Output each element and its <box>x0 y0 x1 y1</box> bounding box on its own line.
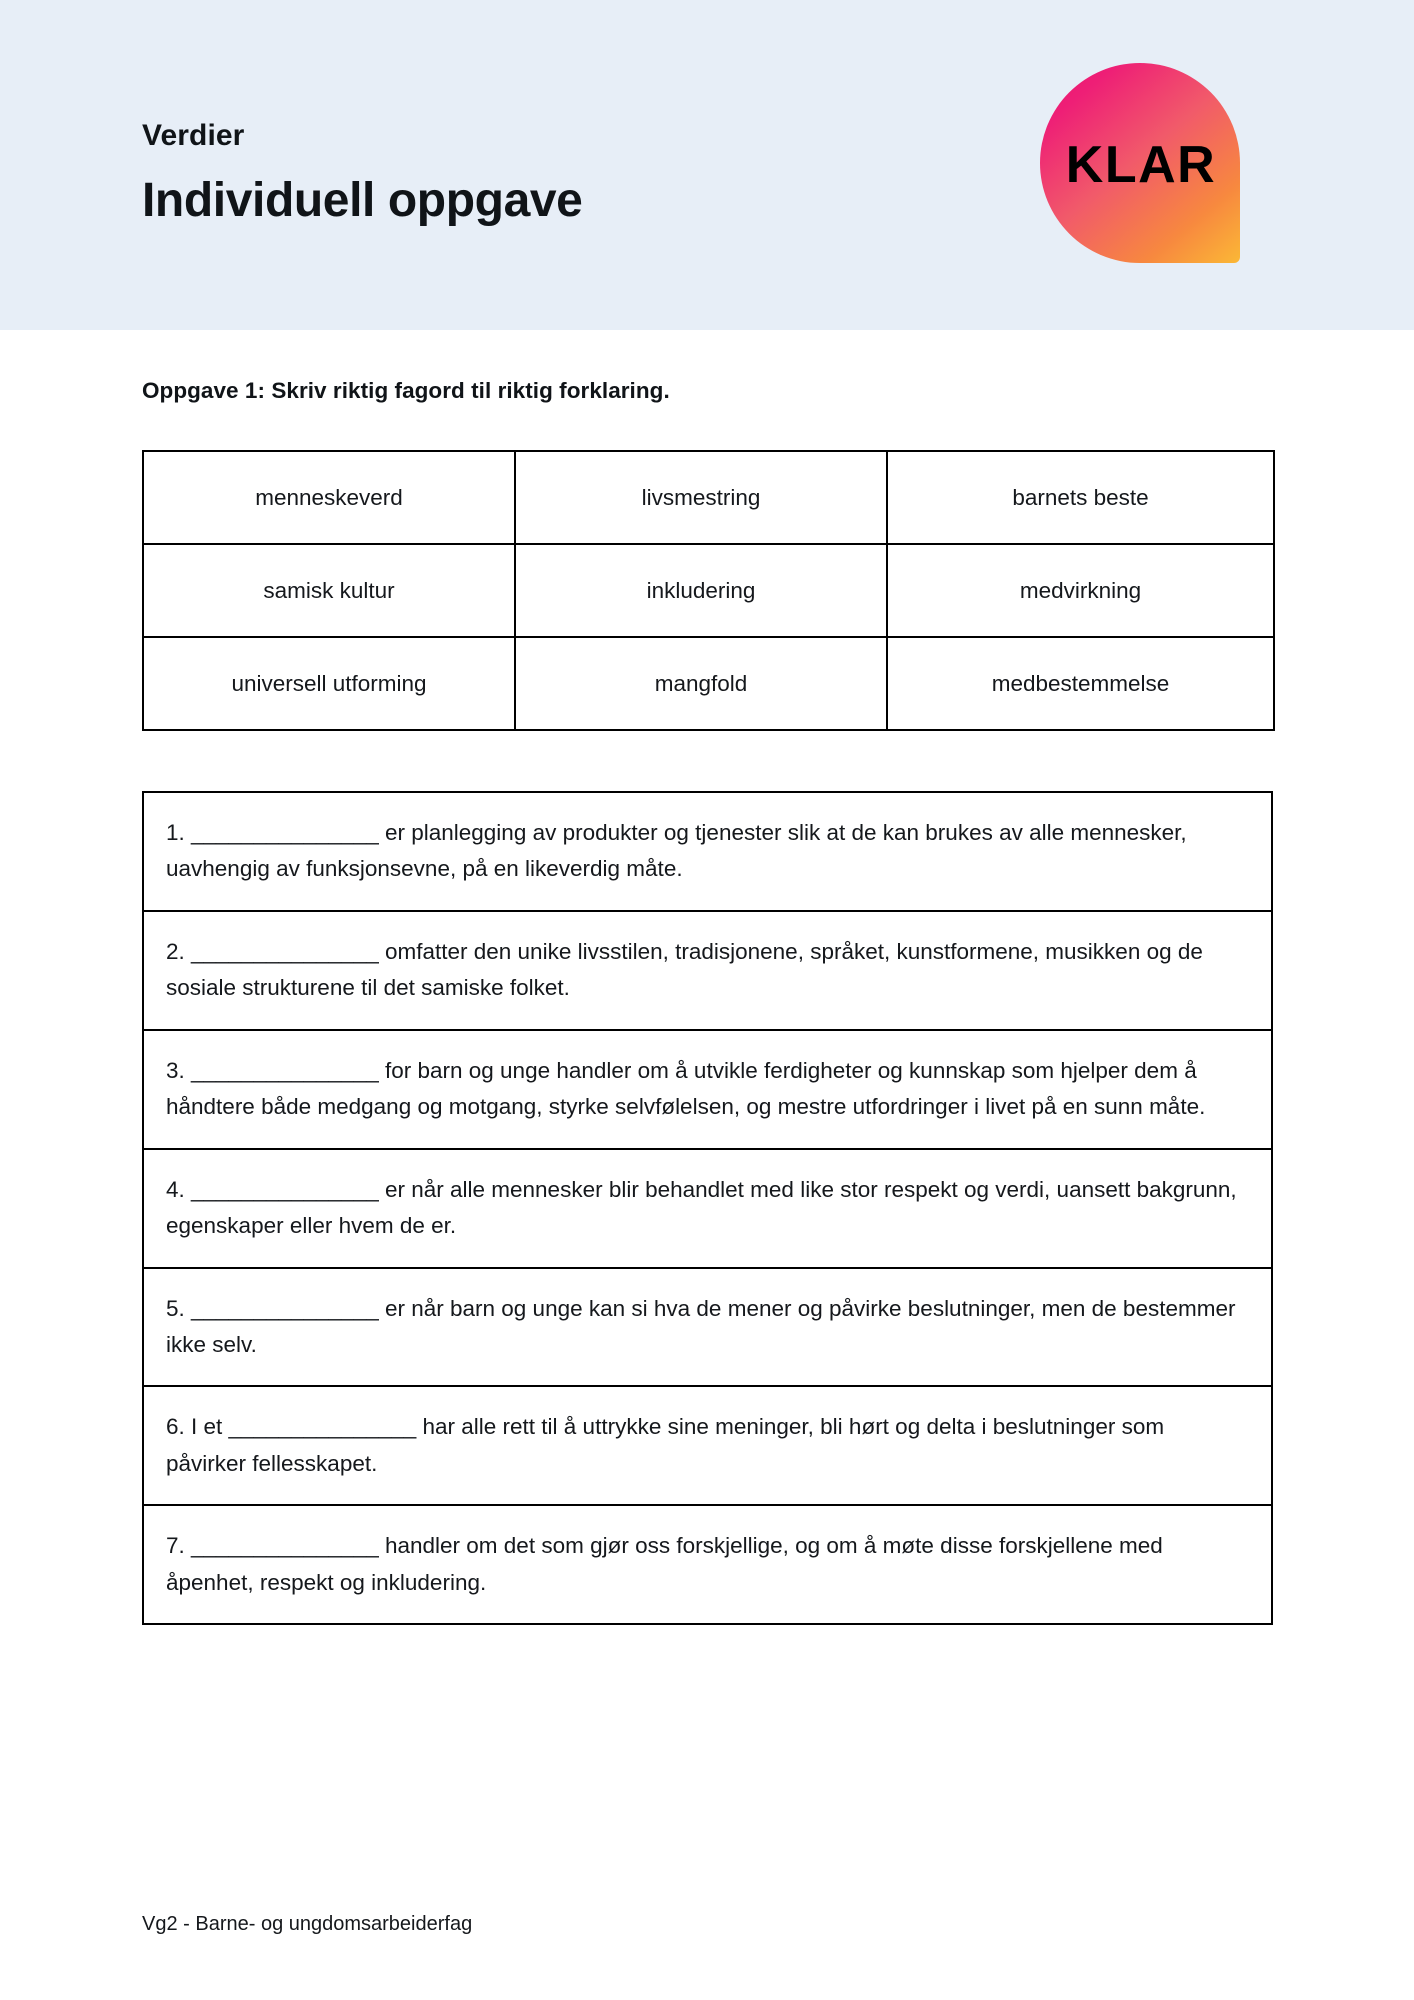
header-text-group <box>142 118 582 230</box>
statement-item[interactable]: 4. _______________ er når alle mennesker blir behandlet med like stor respekt og verdi, uansett bakgrunn, egenskaper eller hvem de er. <box>144 1150 1271 1269</box>
word-bank-cell[interactable]: barnets beste <box>887 451 1274 544</box>
header-eyebrow: Verdier <box>142 119 245 152</box>
page-header-band <box>0 0 1414 330</box>
word-bank-cell[interactable]: medbestemmelse <box>887 637 1274 730</box>
table-row <box>143 451 1274 544</box>
word-bank-table <box>142 450 1275 731</box>
statement-item[interactable]: 1. _______________ er planlegging av produkter og tjenester slik at de kan brukes av alle mennesker, uavhengig av funksjonsevne, på en likeverdig måte. <box>144 793 1271 912</box>
statement-item[interactable]: 6. I et _______________ har alle rett til å uttrykke sine meninger, bli hørt og delta i beslutninger som påvirker fellesskapet. <box>144 1387 1271 1506</box>
statement-item[interactable]: 7. _______________ handler om det som gjør oss forskjellige, og om å møte disse forskjellene med åpenhet, respekt og inkludering. <box>166 1533 1163 1595</box>
table-row <box>143 544 1274 637</box>
klar-logo <box>1040 63 1240 263</box>
word-bank-cell[interactable]: medvirkning <box>887 544 1274 637</box>
page-content <box>0 330 1414 1625</box>
statement-item[interactable]: 3. _______________ for barn og unge handler om å utvikle ferdigheter og kunnskap som hjelper dem å håndtere både medgang og motgang, styrke selvfølelsen, og mestre utfordringer i livet på en sunn måte. <box>144 1031 1271 1150</box>
statement-item[interactable]: 2. _______________ omfatter den unike livsstilen, tradisjonene, språket, kunstformene, musikken og de sosiale strukturene til det samiske folket. <box>144 912 1271 1031</box>
page-title: Individuell oppgave <box>142 174 583 227</box>
word-bank-cell[interactable]: livsmestring <box>515 451 887 544</box>
word-bank-cell[interactable]: mangfold <box>515 637 887 730</box>
statements-list <box>142 791 1273 1625</box>
statement-item[interactable]: 5. _______________ er når barn og unge kan si hva de mener og påvirke beslutninger, men de bestemmer ikke selv. <box>144 1269 1271 1388</box>
klar-logo-text: KLAR <box>1065 136 1217 194</box>
word-bank-cell[interactable]: universell utforming <box>143 637 515 730</box>
page-footer: Vg2 - Barne- og ungdomsarbeiderfag <box>142 1913 473 1935</box>
word-bank-cell[interactable]: menneskeverd <box>143 451 515 544</box>
task-heading: Oppgave 1: Skriv riktig fagord til riktig forklaring. <box>142 378 670 403</box>
word-bank-cell[interactable]: samisk kultur <box>143 544 515 637</box>
table-row <box>143 637 1274 730</box>
word-bank-cell[interactable]: inkludering <box>515 544 887 637</box>
